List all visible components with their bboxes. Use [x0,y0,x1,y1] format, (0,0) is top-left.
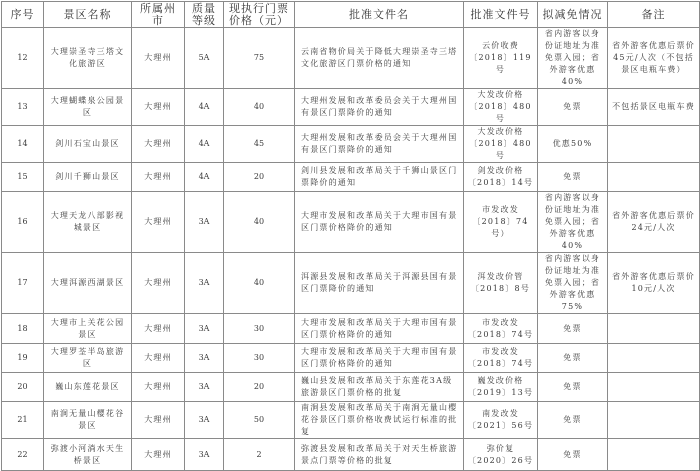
cell-city: 大理州 [132,373,185,402]
cell-doc-name: 大理市发展和改革局关于大理市国有景区门票价格降价的通知 [295,314,464,344]
cell-grade: 3A [185,402,224,439]
cell-grade: 4A [185,89,224,126]
table-row [2,89,700,126]
cell-grade: 4A [185,126,224,163]
cell-remark [608,126,700,163]
cell-city: 大理州 [132,28,185,89]
cell-grade: 4A [185,163,224,192]
cell-price: 45 [224,126,295,163]
cell-doc-no: 巍发改价格〔2019〕13号 [464,373,538,402]
cell-grade: 3A [185,314,224,344]
cell-city: 大理州 [132,192,185,253]
cell-city: 大理州 [132,344,185,373]
cell-name: 大理蝴蝶泉公园景区 [44,89,132,126]
cell-city: 大理州 [132,89,185,126]
cell-name: 弥渡小河淌水天生桥景区 [44,439,132,471]
cell-seq: 19 [2,344,44,373]
cell-name: 巍山东莲花景区 [44,373,132,402]
cell-reduction: 免票 [538,163,608,192]
header-doc-name: 批准文件名 [295,2,464,28]
cell-grade: 3A [185,192,224,253]
cell-doc-name: 南涧县发展和改革局关于南涧无量山樱花谷景区门票价格收费试运行标准的批复 [295,402,464,439]
cell-remark [608,163,700,192]
cell-seq: 17 [2,253,44,314]
header-seq: 序号 [2,2,44,28]
header-city: 所属州市 [132,2,185,28]
table-row [2,439,700,471]
cell-name: 大理罗荃半岛旅游区 [44,344,132,373]
cell-reduction: 免票 [538,402,608,439]
table-row [2,163,700,192]
cell-city: 大理州 [132,439,185,471]
cell-grade: 3A [185,253,224,314]
cell-city: 大理州 [132,253,185,314]
cell-doc-no: 弥价复〔2020〕26号 [464,439,538,471]
cell-reduction: 省内游客以身份证地址为准免票入园；省外游客优惠40% [538,192,608,253]
cell-doc-no: 剑发改价格〔2018〕14号 [464,163,538,192]
cell-doc-name: 大理州发展和改革委员会关于大理州国有景区门票降价的通知 [295,126,464,163]
cell-reduction: 省内游客以身份证地址为准免票入园；省外游客优惠75% [538,253,608,314]
cell-seq: 15 [2,163,44,192]
cell-price: 20 [224,373,295,402]
cell-remark [608,344,700,373]
header-doc-no: 批准文件号 [464,2,538,28]
table-row [2,373,700,402]
cell-doc-name: 洱源县发展和改革局关于洱源县国有景区门票降价的通知 [295,253,464,314]
cell-price: 75 [224,28,295,89]
cell-city: 大理州 [132,163,185,192]
table-header-row [2,2,700,28]
cell-doc-no: 大发改价格〔2018〕480号 [464,126,538,163]
cell-reduction: 免票 [538,314,608,344]
cell-name: 大理洱源西湖景区 [44,253,132,314]
cell-seq: 22 [2,439,44,471]
header-remark: 备注 [608,2,700,28]
cell-seq: 14 [2,126,44,163]
cell-remark: 省外游客优惠后票价45元/人次（不包括景区电瓶车费） [608,28,700,89]
header-grade: 质量等级 [185,2,224,28]
cell-seq: 21 [2,402,44,439]
cell-reduction: 免票 [538,344,608,373]
cell-doc-no: 云价收费〔2018〕119号 [464,28,538,89]
cell-reduction: 免票 [538,89,608,126]
cell-price: 2 [224,439,295,471]
cell-price: 40 [224,192,295,253]
table-row [2,314,700,344]
cell-city: 大理州 [132,314,185,344]
table-row [2,28,700,89]
cell-grade: 3A [185,373,224,402]
header-name: 景区名称 [44,2,132,28]
cell-doc-no: 洱发改价管〔2018〕8号 [464,253,538,314]
cell-reduction: 免票 [538,373,608,402]
cell-doc-no: 市发改发〔2018〕74号 [464,314,538,344]
cell-remark [608,402,700,439]
cell-reduction: 优惠50% [538,126,608,163]
cell-price: 20 [224,163,295,192]
table-row [2,402,700,439]
cell-city: 大理州 [132,402,185,439]
cell-seq: 16 [2,192,44,253]
cell-doc-name: 巍山县发展和改革局关于东莲花3A级旅游景区门票价格的批复 [295,373,464,402]
cell-remark [608,373,700,402]
cell-remark [608,439,700,471]
cell-name: 南涧无量山樱花谷景区 [44,402,132,439]
cell-price: 40 [224,253,295,314]
cell-doc-name: 弥渡县发展和改革局关于对天生桥旅游景点门票等价格的批复 [295,439,464,471]
cell-name: 剑川千狮山景区 [44,163,132,192]
cell-seq: 18 [2,314,44,344]
cell-grade: 3A [185,344,224,373]
table-row [2,126,700,163]
cell-remark: 省外游客优惠后票价10元/人次 [608,253,700,314]
cell-doc-name: 云南省物价局关于降低大理崇圣寺三塔文化旅游区门票价格的通知 [295,28,464,89]
cell-name: 大理天龙八部影视城景区 [44,192,132,253]
cell-doc-no: 南发改发〔2021〕56号 [464,402,538,439]
table-row [2,253,700,314]
table-row [2,192,700,253]
cell-doc-name: 大理州发展和改革委员会关于大理州国有景区门票降价的通知 [295,89,464,126]
cell-grade: 5A [185,28,224,89]
cell-price: 30 [224,344,295,373]
cell-reduction: 省内游客以身份证地址为准免票入园；省外游客优惠40% [538,28,608,89]
cell-doc-name: 大理市发展和改革局关于大理市国有景区门票价格降价的通知 [295,192,464,253]
cell-doc-no: 市发改发〔2018〕74号 [464,344,538,373]
cell-remark: 不包括景区电瓶车费 [608,89,700,126]
cell-name: 剑川石宝山景区 [44,126,132,163]
cell-doc-no: 市发改发〔2018〕74号） [464,192,538,253]
cell-name: 大理市上关花公园景区 [44,314,132,344]
table-row [2,344,700,373]
header-price: 现执行门票价格（元） [224,2,295,28]
cell-name: 大理崇圣寺三塔文化旅游区 [44,28,132,89]
cell-seq: 20 [2,373,44,402]
cell-grade: 3A [185,439,224,471]
cell-seq: 13 [2,89,44,126]
cell-price: 40 [224,89,295,126]
scenic-area-ticket-table [1,1,700,471]
header-reduction: 拟减免情况 [538,2,608,28]
cell-remark [608,314,700,344]
cell-seq: 12 [2,28,44,89]
cell-doc-name: 大理市发展和改革局关于大理市国有景区门票价格降价的通知 [295,344,464,373]
cell-remark: 省外游客优惠后票价24元/人次 [608,192,700,253]
cell-price: 50 [224,402,295,439]
cell-doc-no: 大发改价格〔2018〕480号 [464,89,538,126]
cell-price: 30 [224,314,295,344]
cell-city: 大理州 [132,126,185,163]
cell-reduction: 免票 [538,439,608,471]
cell-doc-name: 剑川县发展和改革局关于千狮山景区门票降价的通知 [295,163,464,192]
